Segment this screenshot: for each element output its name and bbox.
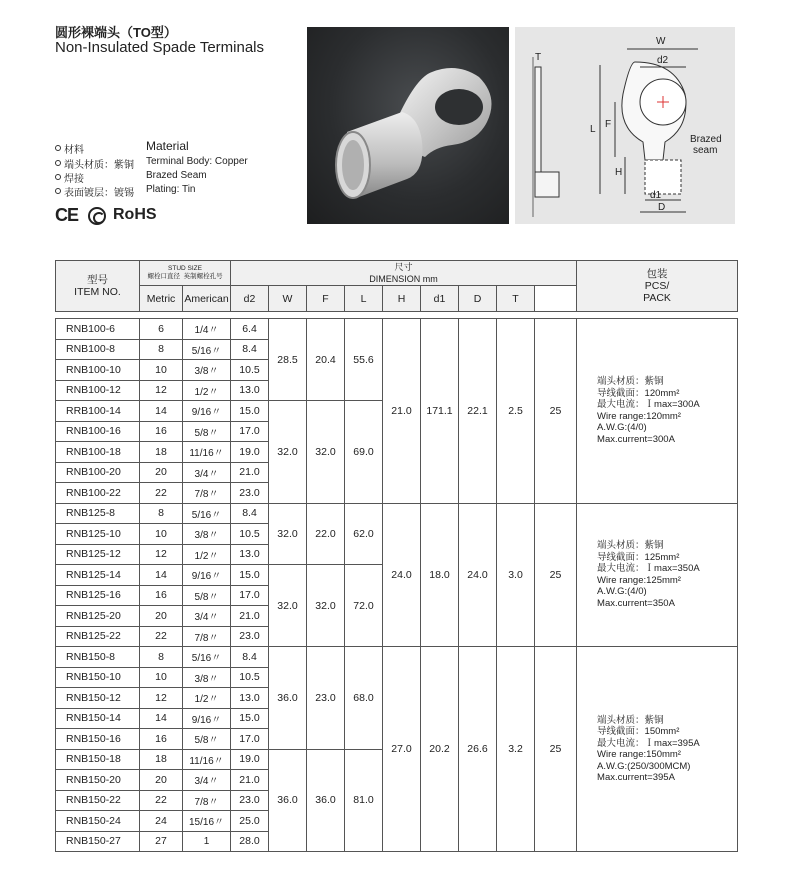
cell-model: RNB100-10 — [56, 360, 140, 381]
explanation-line: 最大电流：Ｉmax=300A — [597, 399, 700, 411]
explanation-line: 端头材质：紫铜 — [597, 376, 664, 388]
cell-model: RNB125-10 — [56, 524, 140, 545]
table-row — [56, 503, 738, 524]
cell-F: 22.0 — [307, 503, 345, 565]
explanation-line: A.W.G:(4/0) — [597, 422, 647, 434]
cell-W: 32.0 — [269, 503, 307, 565]
cell-d2: 17.0 — [231, 421, 269, 442]
explanation-line: 最大电流：Ｉmax=350A — [597, 563, 700, 575]
cell-model: RNB100-20 — [56, 462, 140, 483]
cell-D: 24.0 — [459, 503, 497, 647]
cell-d1: 20.2 — [421, 647, 459, 852]
explanation-line: Wire range:120mm² — [597, 410, 681, 422]
cell-model: RRB100-14 — [56, 401, 140, 422]
cell-d2: 19.0 — [231, 442, 269, 463]
cell-d2: 8.4 — [231, 339, 269, 360]
header-metric: Metric — [140, 286, 183, 312]
header-dimension: 尺寸 DIMENSION mm — [231, 261, 577, 286]
cell-W: 28.5 — [269, 319, 307, 401]
cell-d2: 23.0 — [231, 790, 269, 811]
cell-L: 55.6 — [345, 319, 383, 401]
cell-d2: 15.0 — [231, 565, 269, 586]
cell-metric: 20 — [140, 770, 183, 791]
header-H: H — [383, 286, 421, 312]
cell-american: 3/4〃 — [183, 770, 231, 791]
cell-american: 7/8〃 — [183, 790, 231, 811]
cell-american: 5/8〃 — [183, 585, 231, 606]
dimension-diagram — [515, 27, 735, 224]
explanation-line: 导线截面：125mm² — [597, 551, 680, 563]
cell-american: 5/16〃 — [183, 339, 231, 360]
cell-model: RNB125-12 — [56, 544, 140, 565]
material-item-cn: 表面镀层：镀锡 — [64, 188, 134, 199]
cell-H: 21.0 — [383, 319, 421, 504]
label-D: D — [658, 202, 666, 213]
cell-american: 5/16〃 — [183, 503, 231, 524]
cell-d2: 23.0 — [231, 626, 269, 647]
cell-d2: 6.4 — [231, 319, 269, 340]
cell-american: 1/4〃 — [183, 319, 231, 340]
cell-metric: 8 — [140, 503, 183, 524]
label-L: L — [590, 124, 596, 135]
cell-metric: 10 — [140, 524, 183, 545]
cell-metric: 24 — [140, 811, 183, 832]
cell-F: 36.0 — [307, 749, 345, 852]
cell-model: RNB150-12 — [56, 688, 140, 709]
cell-D: 26.6 — [459, 647, 497, 852]
cell-d2: 21.0 — [231, 462, 269, 483]
header-american: American — [183, 286, 231, 312]
material-item-en: Terminal Body: Copper — [146, 156, 248, 167]
cell-L: 72.0 — [345, 565, 383, 647]
cell-metric: 22 — [140, 483, 183, 504]
cell-american: 3/4〃 — [183, 606, 231, 627]
header-L: L — [345, 286, 383, 312]
cell-american: 7/8〃 — [183, 626, 231, 647]
bullet-icon — [55, 160, 61, 166]
cell-american: 1/2〃 — [183, 380, 231, 401]
cell-L: 68.0 — [345, 647, 383, 750]
cell-metric: 12 — [140, 380, 183, 401]
cell-model: RNB100-12 — [56, 380, 140, 401]
material-item-en: Brazed Seam — [146, 170, 207, 181]
cell-metric: 20 — [140, 462, 183, 483]
cell-model: RNB150-18 — [56, 749, 140, 770]
cell-model: RNB125-22 — [56, 626, 140, 647]
cell-T: 3.0 — [497, 503, 535, 647]
cell-d2: 15.0 — [231, 708, 269, 729]
explanation-line: 最大电流：Ｉmax=395A — [597, 737, 700, 749]
material-title-en: Material — [146, 139, 189, 153]
cell-T: 3.2 — [497, 647, 535, 852]
cell-F: 32.0 — [307, 401, 345, 504]
cell-model: RNB150-22 — [56, 790, 140, 811]
label-H: H — [615, 167, 623, 178]
cell-metric: 14 — [140, 565, 183, 586]
label-d1: d1 — [650, 190, 662, 201]
cell-american: 3/8〃 — [183, 524, 231, 545]
header-item-no: 型号 ITEM NO. — [56, 261, 140, 312]
cell-model: RNB125-20 — [56, 606, 140, 627]
bullet-icon — [55, 145, 61, 151]
spec-table-body — [56, 319, 738, 852]
cell-model: RNB100-22 — [56, 483, 140, 504]
cell-T: 2.5 — [497, 319, 535, 504]
cell-explanation — [577, 503, 738, 647]
cell-metric: 20 — [140, 606, 183, 627]
explanation-line: 端头材质：紫铜 — [597, 714, 664, 726]
cell-american: 7/8〃 — [183, 483, 231, 504]
bullet-icon — [55, 188, 61, 194]
cell-metric: 18 — [140, 442, 183, 463]
cell-F: 23.0 — [307, 647, 345, 750]
cell-model: RNB125-16 — [56, 585, 140, 606]
cell-american: 9/16〃 — [183, 708, 231, 729]
spec-table — [55, 260, 738, 852]
cell-D: 22.1 — [459, 319, 497, 504]
cell-W: 36.0 — [269, 647, 307, 750]
explanation-line: Max.current=300A — [597, 433, 675, 445]
cell-model: RNB150-14 — [56, 708, 140, 729]
cell-model: RNB150-16 — [56, 729, 140, 750]
product-photo — [307, 27, 509, 224]
explanation-line: Wire range:125mm² — [597, 574, 681, 586]
material-title-cn: 材料 — [64, 145, 84, 156]
explanation-line: A.W.G:(4/0) — [597, 586, 647, 598]
cell-metric: 10 — [140, 667, 183, 688]
cell-d2: 17.0 — [231, 729, 269, 750]
cell-W: 36.0 — [269, 749, 307, 852]
cell-american: 9/16〃 — [183, 401, 231, 422]
cqc-icon — [88, 207, 106, 225]
cell-L: 62.0 — [345, 503, 383, 565]
cell-american: 3/8〃 — [183, 360, 231, 381]
table-row — [56, 319, 738, 340]
cell-H: 24.0 — [383, 503, 421, 647]
label-T: T — [535, 52, 542, 63]
header-pack: 包装 PCS/ PACK — [577, 261, 738, 312]
explanation-line: Wire range:150mm² — [597, 749, 681, 760]
certification-logos — [55, 205, 185, 227]
cell-metric: 22 — [140, 626, 183, 647]
explanation-line: 导线截面：150mm² — [597, 726, 680, 737]
cell-d2: 23.0 — [231, 483, 269, 504]
cell-american: 15/16〃 — [183, 811, 231, 832]
header-T: T — [497, 286, 535, 312]
cell-explanation — [577, 319, 738, 504]
cell-metric: 14 — [140, 401, 183, 422]
cell-metric: 12 — [140, 544, 183, 565]
cell-d2: 21.0 — [231, 770, 269, 791]
cell-d2: 13.0 — [231, 380, 269, 401]
cell-d2: 17.0 — [231, 585, 269, 606]
explanation-line: 端头材质：紫铜 — [597, 540, 664, 552]
cell-metric: 10 — [140, 360, 183, 381]
title-english: Non-Insulated Spade Terminals — [55, 39, 265, 56]
header-W: W — [269, 286, 307, 312]
cell-american: 11/16〃 — [183, 442, 231, 463]
cell-american: 5/16〃 — [183, 647, 231, 668]
title-chinese: 圆形裸端头（TO型） — [55, 25, 177, 40]
material-item-cn: 焊接 — [64, 174, 84, 185]
cell-W: 32.0 — [269, 401, 307, 504]
label-W: W — [656, 36, 666, 47]
cell-F: 32.0 — [307, 565, 345, 647]
bullet-icon — [55, 174, 61, 180]
label-brazed: Brazed — [690, 134, 722, 145]
header-D: D — [459, 286, 497, 312]
cell-d2: 25.0 — [231, 811, 269, 832]
cell-model: RNB150-20 — [56, 770, 140, 791]
cell-model: RNB150-10 — [56, 667, 140, 688]
cell-model: RNB125-14 — [56, 565, 140, 586]
header-F: F — [307, 286, 345, 312]
table-row — [56, 647, 738, 668]
cell-model: RNB150-27 — [56, 831, 140, 852]
cell-american: 1 — [183, 831, 231, 852]
cell-model: RNB150-24 — [56, 811, 140, 832]
cell-L: 81.0 — [345, 749, 383, 852]
cell-d2: 15.0 — [231, 401, 269, 422]
cell-d2: 10.5 — [231, 667, 269, 688]
cell-H: 27.0 — [383, 647, 421, 852]
cell-metric: 12 — [140, 688, 183, 709]
label-F: F — [605, 119, 612, 130]
cell-american: 11/16〃 — [183, 749, 231, 770]
cell-model: RNB100-18 — [56, 442, 140, 463]
material-item-cn: 端头材质：紫铜 — [64, 160, 134, 171]
cell-metric: 16 — [140, 421, 183, 442]
cell-d2: 28.0 — [231, 831, 269, 852]
cell-d2: 8.4 — [231, 503, 269, 524]
cell-model: RNB150-8 — [56, 647, 140, 668]
cell-d1: 18.0 — [421, 503, 459, 647]
cell-model: RNB125-8 — [56, 503, 140, 524]
cell-metric: 16 — [140, 729, 183, 750]
cell-d2: 13.0 — [231, 688, 269, 709]
cell-model: RNB100-8 — [56, 339, 140, 360]
cell-american: 3/4〃 — [183, 462, 231, 483]
cell-american: 1/2〃 — [183, 544, 231, 565]
cell-model: RNB100-16 — [56, 421, 140, 442]
cell-F: 20.4 — [307, 319, 345, 401]
explanation-line: Max.current=350A — [597, 597, 675, 609]
cell-W: 32.0 — [269, 565, 307, 647]
cell-d2: 8.4 — [231, 647, 269, 668]
header-d2: d2 — [231, 286, 269, 312]
ce-logo: CE — [55, 205, 79, 225]
header-gap — [56, 312, 738, 319]
cell-L: 69.0 — [345, 401, 383, 504]
cell-american: 5/8〃 — [183, 421, 231, 442]
cell-d2: 10.5 — [231, 524, 269, 545]
cell-d2: 13.0 — [231, 544, 269, 565]
cell-d2: 19.0 — [231, 749, 269, 770]
cell-metric: 6 — [140, 319, 183, 340]
label-d2: d2 — [657, 55, 669, 66]
cell-metric: 22 — [140, 790, 183, 811]
header-d1: d1 — [421, 286, 459, 312]
explanation-line: 导线截面：120mm² — [597, 387, 680, 399]
cell-model: RNB100-6 — [56, 319, 140, 340]
cell-d2: 21.0 — [231, 606, 269, 627]
cell-pack: 25 — [535, 503, 577, 647]
dimension-drawing — [515, 27, 735, 224]
cell-metric: 8 — [140, 647, 183, 668]
cell-metric: 14 — [140, 708, 183, 729]
explanation-line: A.W.G:(250/300MCM) — [597, 760, 691, 772]
material-item-en: Plating: Tin — [146, 184, 196, 195]
cell-explanation — [577, 647, 738, 852]
cell-american: 1/2〃 — [183, 688, 231, 709]
cell-pack: 25 — [535, 647, 577, 852]
label-seam: seam — [693, 145, 718, 156]
cell-pack: 25 — [535, 319, 577, 504]
cell-metric: 18 — [140, 749, 183, 770]
cell-american: 5/8〃 — [183, 729, 231, 750]
terminal-photo-graphic — [307, 27, 509, 224]
rohs-logo: RoHS — [113, 206, 157, 223]
cell-d2: 10.5 — [231, 360, 269, 381]
cell-american: 9/16〃 — [183, 565, 231, 586]
cell-d1: 171.1 — [421, 319, 459, 504]
explanation-line: Max.current=395A — [597, 772, 675, 783]
header-stud-size: STUD SIZE 螺栓口直径 英制螺栓孔号 — [140, 261, 231, 286]
cell-metric: 27 — [140, 831, 183, 852]
cell-metric: 8 — [140, 339, 183, 360]
cell-metric: 16 — [140, 585, 183, 606]
cell-american: 3/8〃 — [183, 667, 231, 688]
